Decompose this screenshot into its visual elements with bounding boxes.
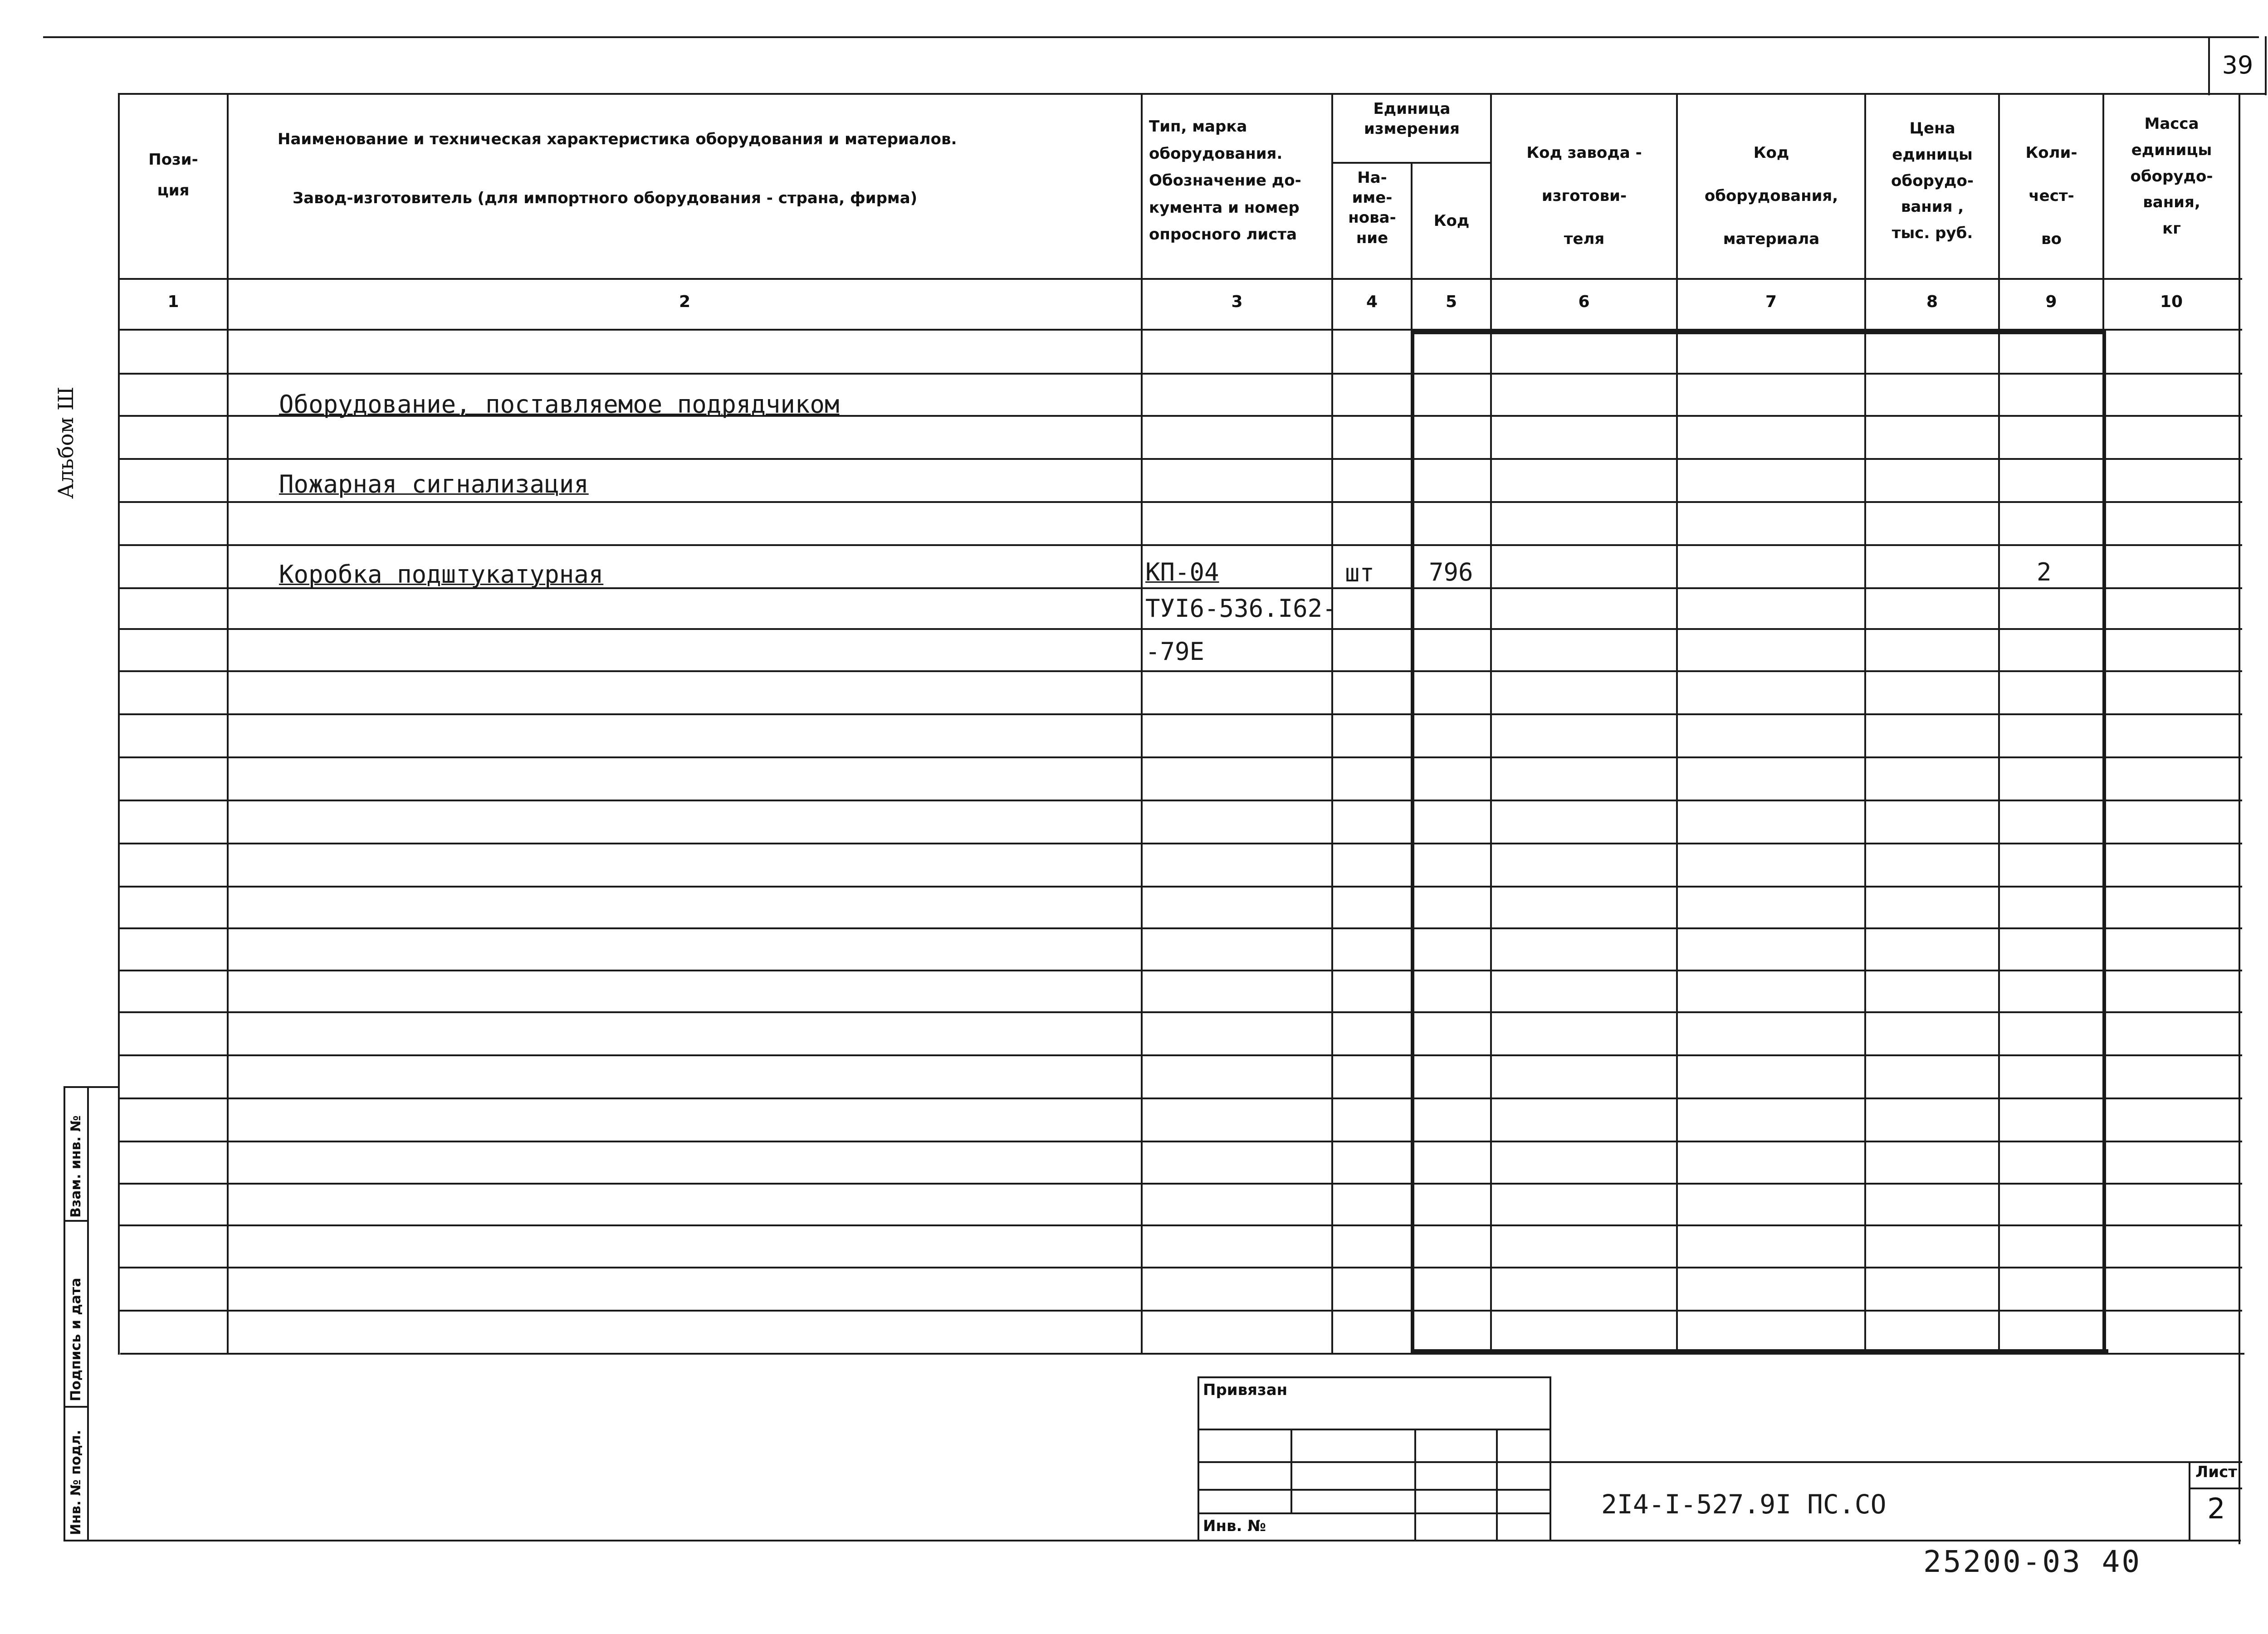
header-unit-name: На- име- нова- ние [1348, 169, 1396, 247]
column-number: 9 [2045, 293, 2057, 311]
side-stamp-top [64, 1086, 119, 1088]
row-line [118, 886, 2242, 888]
top-border-line [43, 36, 2259, 38]
privyazan-row3 [1198, 1489, 1551, 1491]
row-line [118, 373, 2242, 375]
row-line [118, 501, 2242, 503]
section-title: Оборудование, поставляемое подрядчиком [279, 390, 840, 419]
row-line [118, 1183, 2242, 1185]
unit-subheader-line [1331, 162, 1492, 164]
thick-frame-bottom [1413, 1349, 2108, 1353]
side-stamp-div2 [64, 1406, 89, 1408]
column-number: 5 [1445, 293, 1457, 311]
row-line [118, 970, 2242, 971]
header-price: Цена единицы оборудо- вания , тыс. руб. [1891, 119, 1974, 243]
row-line [118, 756, 2242, 758]
row-line [118, 1011, 2242, 1013]
privyazan-row1 [1198, 1429, 1551, 1430]
row-line [118, 800, 2242, 801]
inv-no-label: Инв. № [1203, 1517, 1266, 1535]
col-line-7 [1864, 93, 1866, 1355]
row-line [118, 670, 2242, 672]
item-type-line2: ТУI6-536.I62- [1145, 594, 1337, 623]
header-type: Тип, марка оборудования. Обозначение до- кумента и номер опросного листа [1149, 117, 1301, 244]
privyazan-label: Привязан [1203, 1381, 1288, 1399]
thick-frame-left [1411, 331, 1414, 1353]
table-bottom-line [120, 1353, 2244, 1355]
side-stamp-inv-podl: Инв. № подл. [68, 1429, 84, 1535]
item-name: Коробка подштукатурная [279, 560, 604, 589]
document-code: 2I4-I-527.9I ПС.СО [1601, 1489, 1887, 1520]
item-quantity: 2 [2037, 558, 2052, 586]
column-number: 7 [1765, 293, 1777, 311]
header-bottom-line [118, 278, 2242, 280]
item-unit: шт [1345, 559, 1375, 587]
page-number-box-left [2208, 36, 2210, 95]
code-area-top [1549, 1461, 2242, 1463]
side-stamp-mid [87, 1086, 89, 1540]
column-number: 3 [1231, 293, 1243, 311]
column-number: 8 [1926, 293, 1938, 311]
row-line [118, 713, 2242, 715]
row-line [118, 458, 2242, 460]
sheet-box-split [2189, 1488, 2242, 1489]
table-top-line [118, 93, 2266, 95]
subsection-title: Пожарная сигнализация [279, 470, 589, 498]
header-name-line2: Завод-изготовитель (для импортного оборудования - страна, фирма) [293, 189, 918, 207]
privyazan-box-top [1198, 1376, 1551, 1378]
header-position: Пози- ция [148, 151, 198, 200]
privyazan-col2 [1414, 1429, 1416, 1540]
row-line [118, 1267, 2242, 1268]
header-equipment-code: Код оборудования, материала [1704, 144, 1838, 249]
col-line-1 [227, 93, 229, 1355]
side-stamp-left [64, 1086, 65, 1540]
column-number: 4 [1366, 293, 1378, 311]
row-line [118, 628, 2242, 630]
sheet-number: 2 [2207, 1492, 2225, 1525]
sheet-label: Лист [2195, 1463, 2237, 1481]
album-label: Альбом Ш [54, 386, 78, 499]
column-number: 10 [2160, 293, 2183, 311]
privyazan-row2 [1198, 1461, 1551, 1463]
header-name-line1: Наименование и техническая характеристика оборудования и материалов. [278, 130, 957, 148]
privyazan-box-left [1198, 1376, 1199, 1540]
column-number: 2 [679, 293, 691, 311]
col-line-2 [1141, 93, 1143, 1355]
col-line-8 [1998, 93, 2000, 1355]
privyazan-row4 [1198, 1512, 1551, 1514]
page-number: 39 [2222, 51, 2253, 79]
footer-code: 25200-03 40 [1923, 1544, 2142, 1579]
row-line [118, 544, 2242, 546]
row-line [118, 843, 2242, 844]
column-number: 6 [1578, 293, 1590, 311]
row-line [118, 1097, 2242, 1099]
row-line [118, 1310, 2242, 1312]
privyazan-col3 [1496, 1429, 1498, 1540]
header-quantity: Коли- чест- во [2025, 144, 2077, 249]
item-unit-code: 796 [1429, 558, 1473, 586]
col-line-3 [1331, 93, 1333, 1355]
row-line [118, 927, 2242, 929]
col-line-10 [2239, 93, 2240, 1544]
privyazan-box-right [1549, 1376, 1551, 1540]
item-type-line3: -79Е [1145, 637, 1205, 666]
row-line [118, 1141, 2242, 1142]
thick-frame-right [2102, 331, 2106, 1353]
col-line-5 [1490, 93, 1492, 1355]
col-line-6 [1676, 93, 1678, 1355]
side-stamp-podpis: Подпись и дата [68, 1278, 84, 1401]
col-line-0 [118, 93, 120, 1355]
row-line [118, 1054, 2242, 1056]
header-factory-code: Код завода - изготови- теля [1526, 144, 1642, 249]
page-number-box-right [2265, 36, 2267, 95]
row-line [118, 1224, 2242, 1226]
side-stamp-div1 [64, 1220, 89, 1222]
item-type-line1: КП-04 [1145, 558, 1219, 586]
header-unit-code: Код [1433, 212, 1470, 230]
header-mass: Масса единицы оборудо- вания, кг [2130, 115, 2213, 238]
sheet-box-left [2189, 1461, 2190, 1540]
column-number: 1 [167, 293, 179, 311]
privyazan-col1 [1290, 1429, 1292, 1512]
side-stamp-bottom [64, 1540, 2241, 1541]
side-stamp-vzam: Взам. инв. № [68, 1115, 84, 1218]
thick-frame-top [1411, 331, 2106, 334]
header-unit: Единица измерения [1364, 100, 1460, 138]
